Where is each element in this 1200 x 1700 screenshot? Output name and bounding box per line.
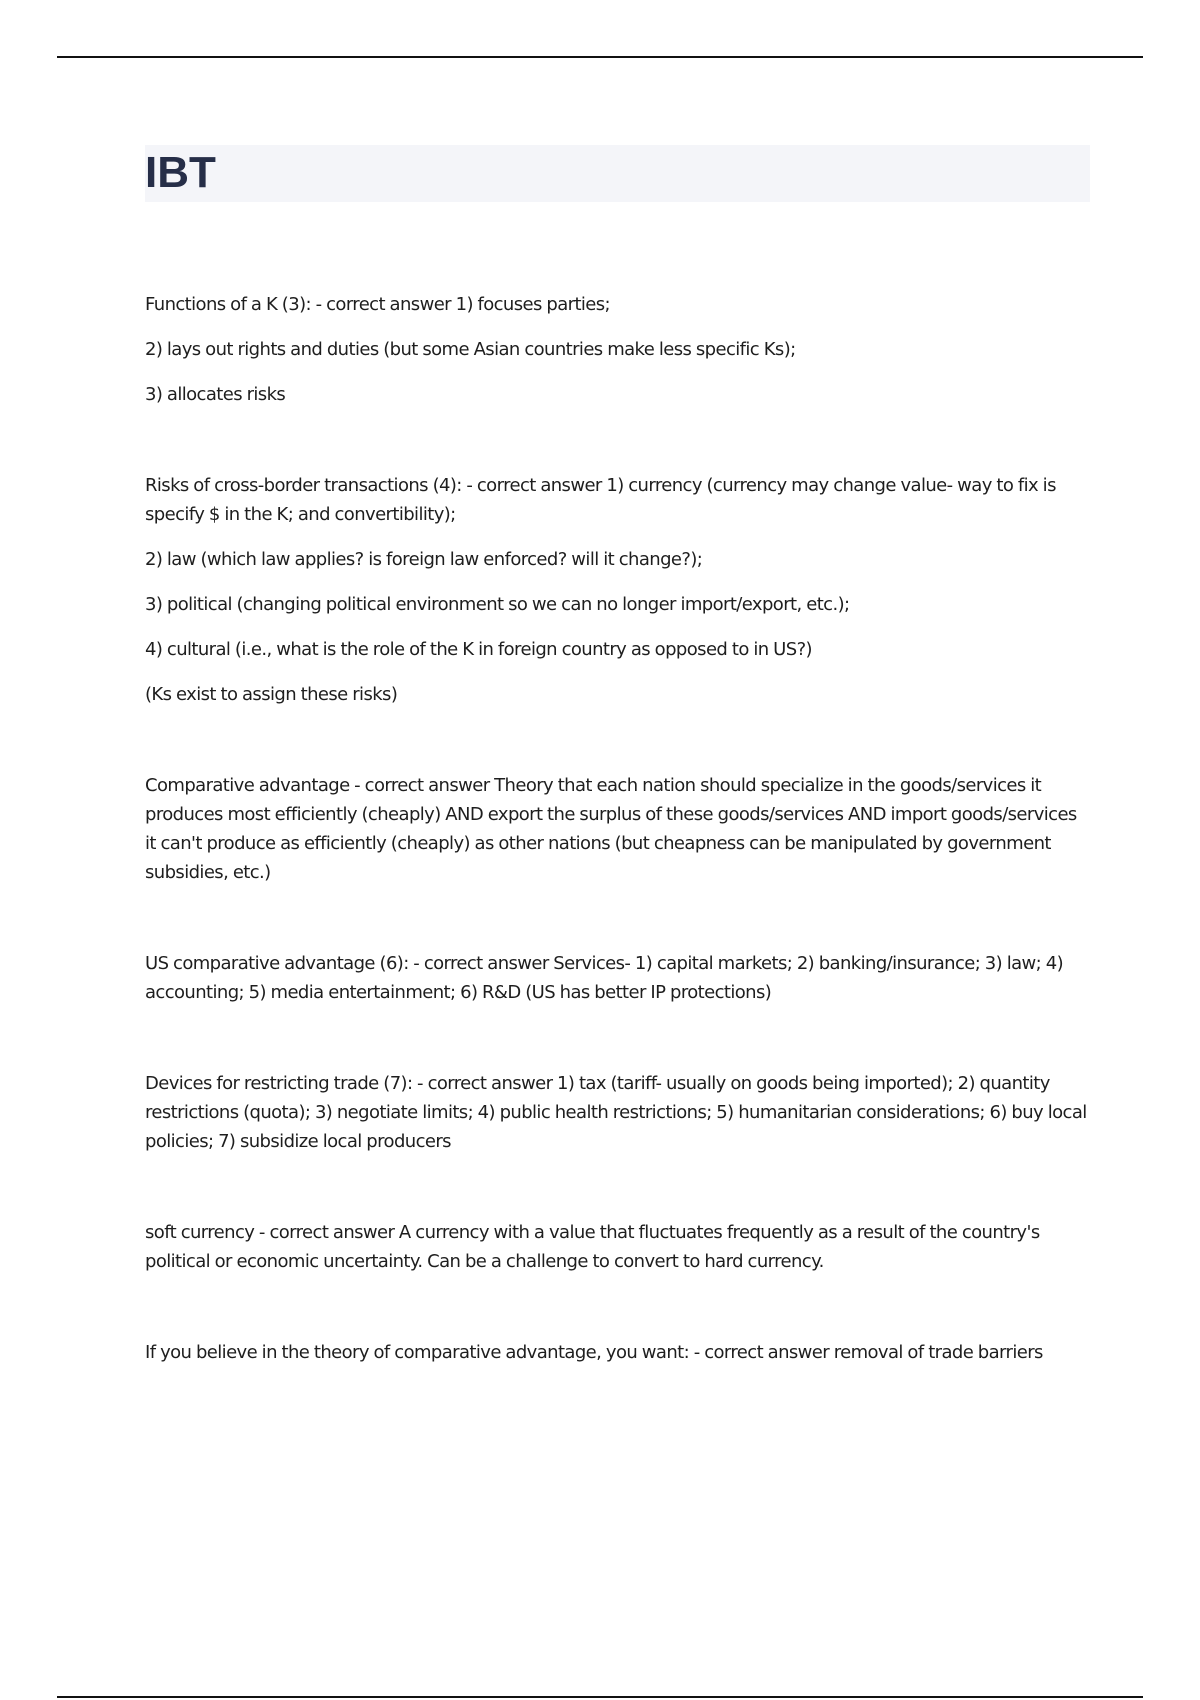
title-band (145, 145, 1090, 202)
qa-block-restricting-trade (145, 1069, 1090, 1156)
paragraph: US comparative advantage (6): - correct answer Services- 1) capital markets; 2) banking/insurance; 3) law; 4) accounting; 5) media entertainment; 6) R&D (US has better IP protections) (145, 953, 1064, 1003)
paragraph: Risks of cross-border transactions (4): - correct answer 1) currency (currency may change value- way to fix is specify $ in the K; and convertibility); (145, 475, 1056, 525)
paragraph: 2) lays out rights and duties (but some Asian countries make less specific Ks); (145, 339, 796, 360)
top-rule (57, 56, 1143, 58)
qa-block-cross-border-risks (145, 471, 1090, 709)
qa-block-trade-barriers (145, 1338, 1090, 1367)
paragraph: 2) law (which law applies? is foreign law enforced? will it change?); (145, 549, 703, 570)
qa-block-soft-currency (145, 1218, 1090, 1276)
document-body (145, 290, 1090, 1429)
bottom-rule (57, 1696, 1143, 1698)
paragraph: (Ks exist to assign these risks) (145, 684, 398, 705)
qa-block-comparative-advantage (145, 771, 1090, 887)
paragraph: soft currency - correct answer A currency with a value that fluctuates frequently as a result of the country's political or economic uncertainty. Can be a challenge to convert to hard currency. (145, 1222, 1040, 1272)
paragraph: 4) cultural (i.e., what is the role of the K in foreign country as opposed to in US?) (145, 639, 812, 660)
qa-block-us-comparative-advantage (145, 949, 1090, 1007)
qa-block-functions-of-k (145, 290, 1090, 409)
page-title: IBT (145, 148, 216, 197)
paragraph: 3) allocates risks (145, 384, 286, 405)
paragraph: Comparative advantage - correct answer Theory that each nation should specialize in the goods/services it produces most efficiently (cheaply) AND export the surplus of these goods/services AND import goods/services it can't produce as efficiently (cheaply) as other nations (but cheapness can be manipulated by government subsidies, etc.) (145, 775, 1077, 883)
paragraph: 3) political (changing political environment so we can no longer import/export, etc.); (145, 594, 850, 615)
paragraph: Devices for restricting trade (7): - correct answer 1) tax (tariff- usually on goods being imported); 2) quantity restrictions (quota); 3) negotiate limits; 4) public health restrictions; 5) humanitarian considerations; 6) buy local policies; 7) subsidize local producers (145, 1073, 1087, 1152)
paragraph: Functions of a K (3): - correct answer 1) focuses parties; (145, 294, 611, 315)
paragraph: If you believe in the theory of comparative advantage, you want: - correct answer removal of trade barriers (145, 1342, 1043, 1363)
